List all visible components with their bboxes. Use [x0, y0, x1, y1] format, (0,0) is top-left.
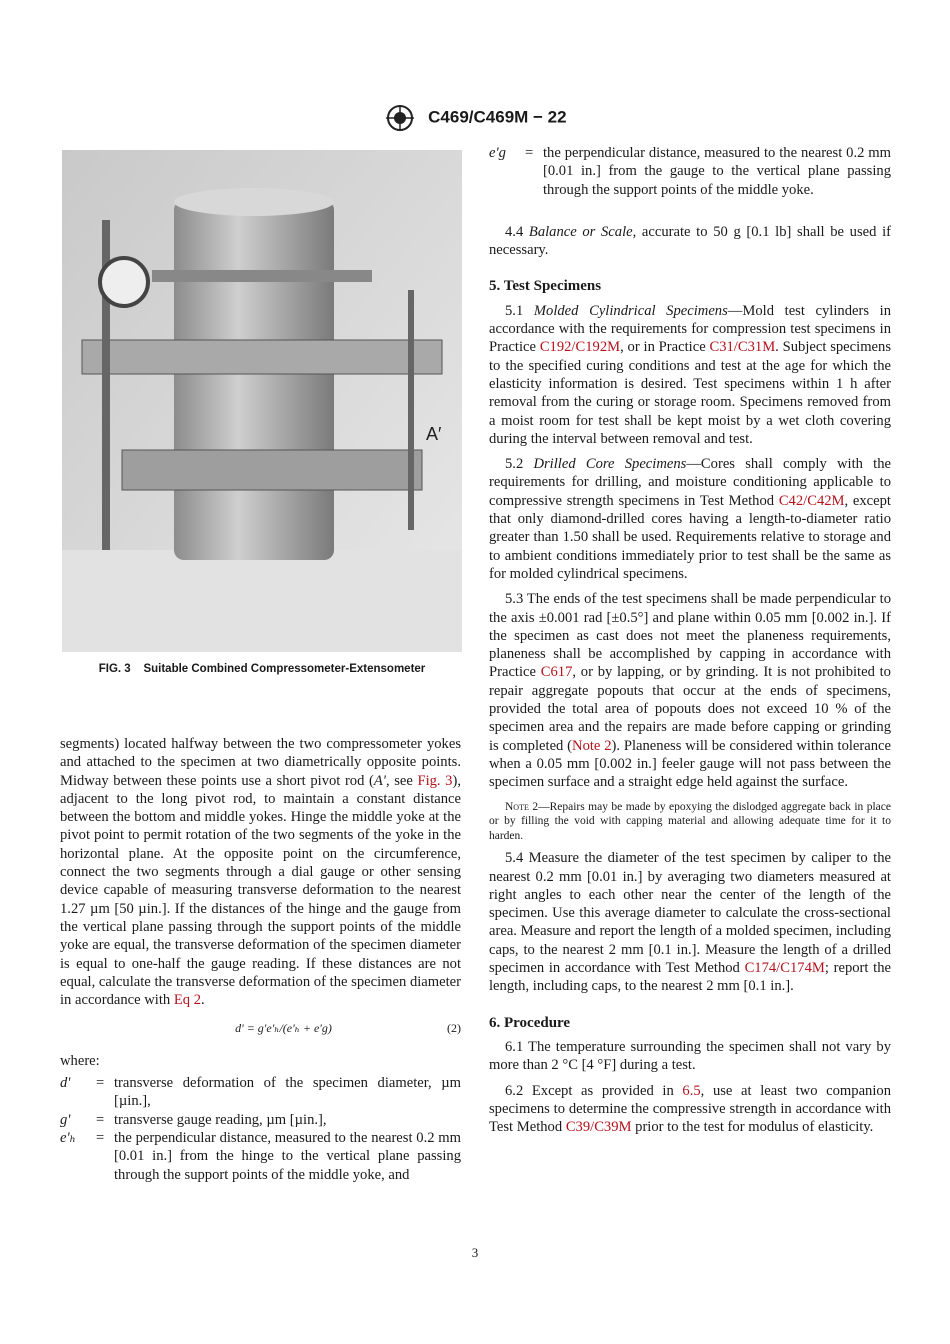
- text-run: Note: [505, 800, 529, 813]
- cross-reference-link[interactable]: C31/C31M: [709, 339, 776, 356]
- definition-sym: d': [60, 1075, 71, 1092]
- definition-eq: =: [96, 1111, 105, 1128]
- cross-reference-link[interactable]: C42/C42M: [778, 492, 845, 509]
- figure-caption: FIG. 3 Suitable Combined Compressometer-Extensometer: [98, 663, 426, 675]
- cross-reference-link[interactable]: Eq 2: [173, 992, 202, 1009]
- section-5-1: [489, 302, 891, 448]
- text-run: 5.1: [505, 302, 534, 319]
- definition-eq: =: [96, 1129, 105, 1146]
- text-run: Drilled Core Specimens: [533, 456, 687, 473]
- text-run: 6.2 Except as provided in: [505, 1082, 683, 1099]
- section-5-4: [489, 849, 891, 995]
- cross-reference-link[interactable]: Note 2: [572, 737, 612, 754]
- text-run: , or in Practice: [620, 339, 710, 356]
- note-2: [489, 800, 891, 844]
- paragraph: [60, 735, 461, 1009]
- where-label: where:: [60, 1052, 100, 1069]
- text-run: 5.2: [505, 456, 534, 473]
- text-run: ; report the length, including caps, to the nearest 2 mm [0.1 in.].: [489, 960, 892, 995]
- definitions-list: [60, 1074, 461, 1184]
- text-run: ), adjacent to the long pivot rod, to maintain a constant distance between the bottom and middle yokes. Hinge the middle yoke at the pivot point to permit rotation of the two segments of the yoke in the horizontal plane. At the opposite point on the circumference, connect the two segments through a dial gauge or other sensing device capable of measuring transverse deformation to the nearest 1.27 µm [50 µin.]. If the distances of the hinge and the gauge from the vertical plane passing through the support points of the middle yoke are equal, the transverse deformation of the specimen diameter is equal to one-half the gauge reading. If these distances are not equal, calculate the transverse deformation of the specimen diameter in accordance with: [60, 772, 461, 1009]
- definition-eg: e'g = the perpendicular distance, measured to the nearest 0.2 mm [0.01 in.] from the gauge to the vertical plane passing through the support points of the middle yoke.: [489, 145, 891, 198]
- section-5-2: [489, 455, 891, 583]
- text-run: . Subject specimens to the specified curing conditions and test at the age for which the elasticity information is desired. Test specimens within 1 h after removal from the curing or storage room. Specimens removed from a moist room for test shall be kept moist by a wet cloth covering during the interval between removal and test.: [489, 339, 891, 447]
- section-5-3: [489, 590, 891, 791]
- figure-callout: A′: [426, 424, 442, 444]
- text-run: 2—Repairs may be made by epoxying the dislodged aggregate back in place or by filling the void with capping material and allowing adequate time for it to harden.: [489, 800, 891, 842]
- page-header: [0, 104, 950, 132]
- definition-txt: transverse deformation of the specimen diameter, µm [µin.],: [114, 1075, 461, 1110]
- cross-reference-link[interactable]: Fig. 3: [417, 772, 453, 789]
- cross-reference-link[interactable]: C617: [540, 664, 573, 681]
- cross-reference-link[interactable]: C39/C39M: [565, 1119, 632, 1136]
- cross-reference-link[interactable]: C174/C174M: [744, 960, 825, 977]
- section-5-heading: 5. Test Specimens: [489, 278, 602, 295]
- definition-txt: the perpendicular distance, measured to the nearest 0.2 mm [0.01 in.] from the hinge to the vertical plane passing through the support points of the middle yoke, and: [114, 1129, 461, 1183]
- definition-item: [60, 1129, 461, 1184]
- text-run: prior to the test for modulus of elasticity.: [631, 1119, 874, 1136]
- designation: C469/C469M − 22: [428, 107, 567, 127]
- text-run: ). Planeness will be considered within tolerance when a 0.05 mm [0.002 in.] feeler gauge will not pass between the specimen surface and a straight edge held against the surface.: [489, 737, 891, 791]
- section-6-2: [489, 1082, 891, 1137]
- section-6-1: [489, 1038, 891, 1075]
- definition-sym: g': [60, 1111, 71, 1128]
- page-number: 3: [471, 1245, 479, 1260]
- text-run: .: [201, 992, 205, 1009]
- text-run: Molded Cylindrical Specimens: [533, 302, 728, 319]
- text-run: —Mold test cylinders in accordance with the requirements for compression test specimens in Practice: [489, 302, 892, 356]
- cross-reference-link[interactable]: C192/C192M: [539, 339, 621, 356]
- text-run: , except that only diamond-drilled cores having a length-to-diameter ratio greater than 1.50 shall be used. Requirements relative to storage and to ambient conditions immediately prior to test shall be the same as for molded cylindrical specimens.: [489, 492, 891, 582]
- definition-txt: transverse gauge reading, µm [µin.],: [114, 1111, 327, 1128]
- text-run: 5.4 Measure the diameter of the test specimen by caliper to the nearest 0.2 mm [0.01 in.] by averaging two diameters measured at right angles to each other near the center of the length of the specimen. Use this average diameter to calculate the cross-sectional area. Measure and report the length of a molded specimen, including caps, to the nearest 2 mm [0.1 in.]. Measure the length of a drilled specimen in accordance with Test Method: [489, 850, 891, 977]
- definition-item: [60, 1074, 461, 1111]
- equation-2: d' = g'e'ₕ/(e'ₕ + e'g) (2): [235, 1021, 461, 1036]
- text-run: 4.4: [505, 223, 529, 240]
- section-6-heading: 6. Procedure: [489, 1014, 571, 1031]
- text-run: A': [373, 772, 386, 789]
- text-run: accurate to 50 g [0.1 lb] shall be used if necessary.: [489, 223, 892, 259]
- text-run: , see: [385, 772, 418, 789]
- section-4-4: [489, 223, 891, 260]
- text-run: segments) located halfway between the two compressometer yokes and attached to the specimen at two diametrically opposite points. Midway between these points use a short pivot rod (: [60, 736, 461, 789]
- definition-eq: =: [96, 1075, 105, 1092]
- left-column: [60, 735, 461, 1184]
- definition-item: [60, 1111, 461, 1129]
- right-column: [489, 144, 891, 1136]
- astm-logo-icon: [383, 104, 417, 132]
- text-run: Balance or Scale,: [528, 223, 637, 240]
- text-run: 6.1 The temperature surrounding the specimen shall not vary by more than 2 °C [4 °F] during a test.: [489, 1038, 891, 1074]
- figure-photo: [62, 150, 462, 652]
- text-run: , or by lapping, or by grinding. It is not prohibited to repair aggregate popouts that occur at the ends of specimens, provided the total area of popouts does not exceed 10 % of the specimen area and the repairs are made before capping or grinding is completed (: [489, 664, 891, 754]
- text-run: 5.3 The ends of the test specimens shall be made perpendicular to the axis ±0.001 rad [±0.5°] and plane within 0.05 mm [0.002 in.]. If the specimen as cast does not meet the planeness requirements, planeness shall be accomplished by capping in accordance with Practice: [489, 591, 891, 681]
- text-run: —Cores shall comply with the requirements for drilling, and moisture conditioning applicable to compressive strength specimens in Test Method: [489, 456, 891, 509]
- text-run: , use at least two companion specimens to determine the compressive strength in accordance with Test Method: [489, 1082, 891, 1136]
- cross-reference-link[interactable]: 6.5: [682, 1082, 701, 1099]
- definition-sym: e'ₕ: [60, 1129, 76, 1146]
